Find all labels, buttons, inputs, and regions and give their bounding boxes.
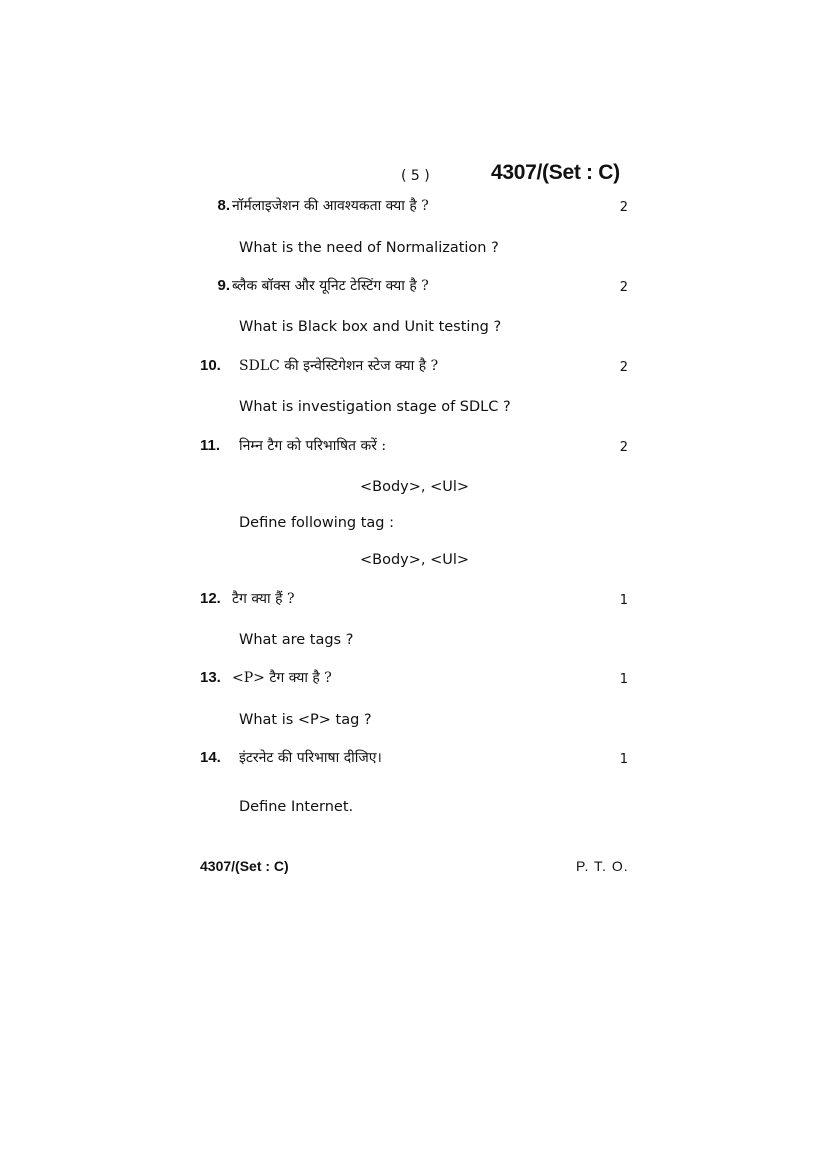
page-number: ( 5 ) <box>401 168 430 184</box>
paper-code-footer: 4307/(Set : C) <box>200 858 289 874</box>
question-number: 13. <box>200 669 221 686</box>
question-13-english: What is <P> tag ? <box>239 712 372 728</box>
question-9-english: What is Black box and Unit testing ? <box>239 319 502 335</box>
question-10 <box>200 356 628 378</box>
question-8 <box>200 196 628 218</box>
question-13 <box>200 668 628 690</box>
question-14 <box>200 748 628 770</box>
question-marks: 2 <box>619 360 628 375</box>
question-9 <box>200 276 628 298</box>
question-text-hindi: नॉर्मलाइजेशन की आवश्यकता क्या है ? <box>232 198 429 214</box>
question-11-tags-english: <Body>, <Ul> <box>360 552 470 568</box>
question-14-english: Define Internet. <box>239 799 354 815</box>
question-marks: 1 <box>619 752 628 767</box>
question-number: 11. <box>200 437 221 454</box>
question-number: 14. <box>200 749 221 766</box>
question-number: 8. <box>217 197 230 214</box>
question-12-english: What are tags ? <box>239 632 354 648</box>
paper-code-header: 4307/(Set : C) <box>491 161 620 184</box>
question-12 <box>200 589 628 611</box>
question-number: 12. <box>200 590 221 607</box>
question-11 <box>200 436 628 458</box>
question-text-hindi: SDLC की इन्वेस्टिगेशन स्टेज क्या है ? <box>239 358 439 374</box>
question-number: 10. <box>200 357 221 374</box>
question-marks: 1 <box>619 593 628 608</box>
question-text-hindi: निम्न टैग को परिभाषित करें : <box>239 438 387 454</box>
question-marks: 2 <box>619 440 628 455</box>
question-text-hindi: ब्लैक बॉक्स और यूनिट टेस्टिंग क्या है ? <box>232 278 429 294</box>
question-marks: 2 <box>619 280 628 295</box>
question-text-hindi: टैग क्या हैं ? <box>232 591 295 607</box>
question-marks: 2 <box>619 200 628 215</box>
question-11-tags-hindi: <Body>, <Ul> <box>360 479 470 495</box>
question-number: 9. <box>217 277 230 294</box>
question-text-hindi: <P> टैग क्या है ? <box>232 670 332 686</box>
pto-label: P. T. O. <box>576 858 629 874</box>
question-marks: 1 <box>619 672 628 687</box>
question-text-hindi: इंटरनेट की परिभाषा दीजिए। <box>239 750 382 766</box>
question-11-english: Define following tag : <box>239 515 395 531</box>
question-10-english: What is investigation stage of SDLC ? <box>239 399 511 415</box>
question-8-english: What is the need of Normalization ? <box>239 240 499 256</box>
